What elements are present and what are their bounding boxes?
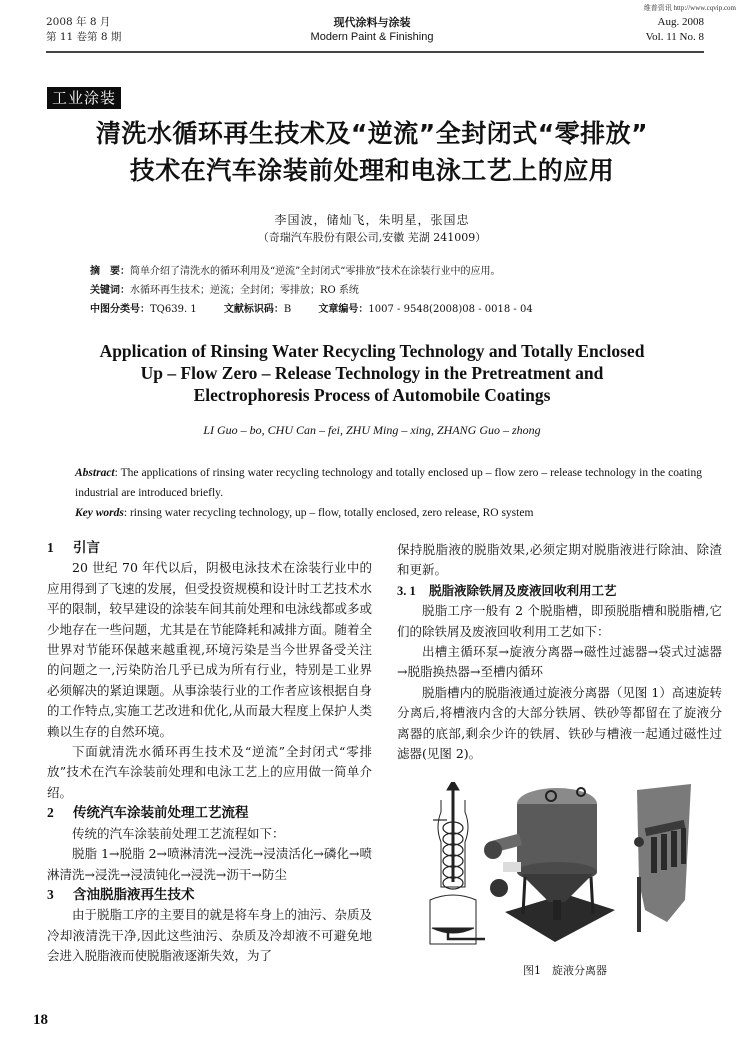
header-divider — [46, 51, 704, 53]
keywords-cn-label: 关键词： — [90, 285, 130, 296]
clc-label: 中图分类号： — [90, 304, 150, 315]
clc-value: TQ639. 1 — [150, 304, 197, 315]
section-heading-2: 2 传统汽车涂装前处理工艺流程 — [47, 805, 249, 822]
article-no-label: 文章编号： — [318, 304, 369, 315]
title-en-line-3: Electrophoresis Process of Automobile Coatings — [193, 385, 551, 405]
paragraph: 由于脱脂工序的主要目的就是将车身上的油污、杂质及冷却液清洗干净,因此这些油污、杂质及冷却液不可避免地会进入脱脂液而使脱脂液逐渐失效，为了 — [47, 907, 373, 964]
section-tag: 工业涂装 — [47, 87, 121, 109]
title-cn-line-1: 清洗水循环再生技术及“逆流”全封闭式“零排放” — [95, 119, 649, 148]
keywords-cn-text: 水循环再生技术；逆流；全封闭；零排放；RO 系统 — [130, 285, 359, 296]
header-date-en: Aug. 2008 — [657, 16, 704, 28]
keywords-en-label: Key words — [75, 507, 124, 519]
classification-row — [90, 300, 690, 319]
section-heading-1: 1 引言 — [47, 540, 100, 556]
article-title-cn — [0, 115, 744, 189]
paragraph: 脱脂槽内的脱脂液通过旋液分离器（见图 1）高速旋转分离后,将槽液内含的大部分铁屑、铁砂等都留在了旋液分离器的底部,剩余少许的铁屑、铁砂与槽液一起通过磁性过滤器(见图 2)。 — [397, 684, 722, 762]
title-en-line-2: Up – Flow Zero – Release Technology in the Pretreatment and — [140, 363, 604, 383]
journal-name-en: Modern Paint & Finishing — [310, 31, 434, 43]
header-volume-cn: 第 11 卷第 8 期 — [46, 31, 122, 43]
watermark: 维普资讯 http://www.cqvip.com — [643, 4, 736, 12]
process-flow: 出槽主循环泵→旋液分离器→磁性过滤器→袋式过滤器→脱脂换热器→至槽内循环 — [397, 644, 722, 680]
hydrocyclone-illustration — [395, 782, 735, 957]
paragraph: 传统的汽车涂装前处理工艺流程如下： — [72, 825, 285, 841]
paragraph: 下面就清洗水循环再生技术及“逆流”全封闭式“零排放”技术在汽车涂装前处理和电泳工艺上的应用做一简单介绍。 — [47, 744, 372, 800]
abstract-cn-text: 简单介绍了清洗水的循环利用及“逆流”全封闭式“零排放”技术在涂装行业中的应用。 — [130, 266, 501, 277]
page-number: 18 — [33, 1012, 48, 1028]
abstract-cn — [90, 262, 690, 281]
paragraph: 脱脂工序一般有 2 个脱脂槽，即预脱脂槽和脱脂槽,它们的除铁屑及废液回收利用工艺如下： — [397, 603, 722, 639]
header-right — [646, 15, 704, 45]
section-heading-3-1: 3. 1 脱脂液除铁屑及废液回收利用工艺 — [397, 582, 617, 598]
authors-cn: 李国波，储灿飞，朱明星，张国忠 — [274, 213, 470, 227]
paragraph: 20 世纪 70 年代以后，阴极电泳技术在涂装行业中的应用得到了飞速的发展，但受投资规模和设计时工艺技术水平的限制，较早建设的涂装车间其前处理和电泳线都或多或少地存在一些问题，尤其是在节能降耗和减排方面。随着全世界对节能环保越来越重视,环境污染是当今世界备受关注的问题之一,污染防治几乎已成为所有行业，特别是工业界必须解决的紧迫课题。从事涂装行业的工作者应该根据自身的工作特点,实施工艺改进和优化,从而最大程度上保护人类赖以生存的自然环境。 — [47, 560, 373, 739]
keywords-cn — [90, 281, 690, 300]
doc-code-value: B — [283, 304, 292, 315]
body-column-left — [47, 538, 372, 967]
title-cn-line-2: 技术在汽车涂装前处理和电泳工艺上的应用 — [129, 156, 615, 185]
keywords-en-text: : rinsing water recycling technology, up – flow, totally enclosed, zero release, RO system — [123, 507, 534, 519]
paragraph: 保持脱脂液的脱脂效果,必须定期对脱脂液进行除油、除渣和更新。 — [397, 542, 722, 578]
abstract-cn-label: 摘 要： — [90, 266, 130, 277]
title-en-line-1: Application of Rinsing Water Recycling Technology and Totally Enclosed — [99, 341, 645, 361]
keywords-en — [47, 503, 702, 523]
process-flow: 脱脂 1→脱脂 2→喷淋清洗→浸洗→浸渍活化→磷化→喷淋清洗→浸洗→浸渍钝化→浸洗→沥干→防尘 — [47, 846, 372, 882]
body-column-right — [397, 540, 722, 764]
abstract-en-label: Abstract — [75, 467, 115, 479]
header-center — [0, 15, 744, 45]
doc-code-label: 文献标识码： — [223, 304, 284, 315]
figure-1-caption: 图1 旋液分离器 — [523, 964, 607, 977]
abstract-en-text: : The applications of rinsing water recycling technology and totally enclosed up – flow zero – release technology in the coating industrial are introduced briefly. — [75, 467, 702, 499]
hydrocyclone-schematic — [430, 782, 485, 944]
section-heading-3: 3 含油脱脂液再生技术 — [47, 886, 195, 903]
abstract-en — [47, 463, 702, 503]
abstract-en-block — [47, 463, 702, 523]
journal-name-cn: 现代涂料与涂装 — [333, 16, 411, 29]
article-title-en — [0, 340, 744, 406]
figure-1 — [395, 782, 735, 987]
header-date-cn: 2008 年 8 月 — [46, 16, 111, 28]
header-volume-en: Vol. 11 No. 8 — [645, 31, 704, 43]
authors-en: LI Guo – bo, CHU Can – fei, ZHU Ming – xing, ZHANG Guo – zhong — [203, 423, 541, 437]
article-no-value: 1007 - 9548(2008)08 - 0018 - 04 — [368, 304, 533, 315]
separator-unit-photo — [484, 788, 615, 942]
separator-cutaway-photo — [634, 784, 691, 932]
article-meta — [90, 262, 690, 319]
affiliation-cn: （奇瑞汽车股份有限公司,安徽 芜湖 241009） — [257, 231, 487, 244]
